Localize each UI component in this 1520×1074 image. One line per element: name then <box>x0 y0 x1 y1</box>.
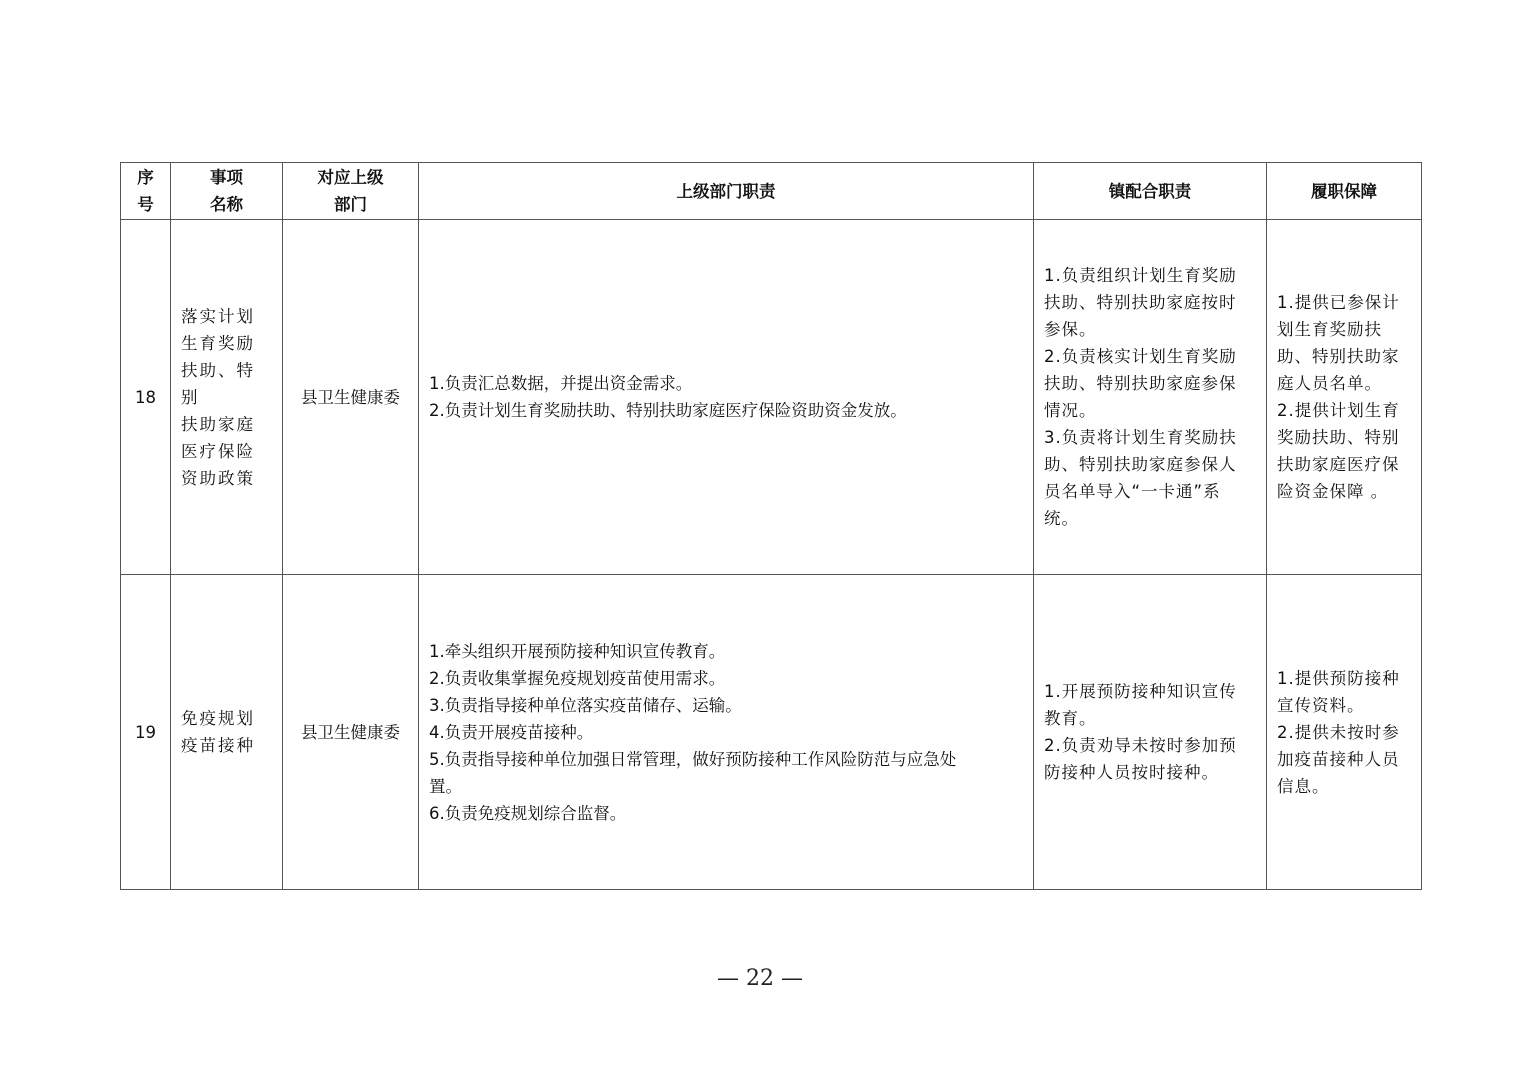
town-duty-line: 1.开展预防接种知识宣传 <box>1044 682 1237 701</box>
header-town-duty: 镇配合职责 <box>1034 163 1267 220</box>
header-dept-line: 对应上级 <box>317 168 384 187</box>
town-duty-line: 员名单导入“一卡通”系 <box>1044 482 1221 501</box>
header-item-name-line: 名称 <box>210 195 243 214</box>
row-town-duty <box>1034 220 1267 575</box>
upper-duty-item: 2.负责收集掌握免疫规划疫苗使用需求。 <box>429 668 726 688</box>
town-duty-line: 助、特别扶助家庭参保人 <box>1044 455 1237 474</box>
row-item-name <box>171 220 283 575</box>
header-guarantee: 履职保障 <box>1267 163 1422 220</box>
town-duty-line: 2.负责核实计划生育奖励 <box>1044 347 1237 366</box>
item-name-line: 疫苗接种 <box>181 736 255 755</box>
row-seq: 18 <box>121 220 171 575</box>
guarantee-line: 庭人员名单。 <box>1277 374 1382 393</box>
item-name-line: 资助政策 <box>181 468 255 488</box>
upper-duty-item: 1.负责汇总数据，并提出资金需求。 <box>429 374 693 393</box>
town-duty-line: 参保。 <box>1044 320 1097 339</box>
table-row <box>121 220 1422 575</box>
row-upper-duty <box>419 575 1034 890</box>
header-item-name-line: 事项 <box>210 168 243 187</box>
responsibility-table <box>120 162 1422 890</box>
guarantee-line: 奖励扶助、特别 <box>1277 428 1400 447</box>
upper-duty-item: 2.负责计划生育奖励扶助、特别扶助家庭医疗保险资助资金发放。 <box>429 401 907 420</box>
header-seq <box>121 163 171 220</box>
header-row <box>121 163 1422 220</box>
row-town-duty <box>1034 575 1267 890</box>
page-number: — 22 — <box>717 966 803 991</box>
guarantee-line: 扶助家庭医疗保 <box>1277 455 1400 474</box>
header-upper-duty: 上级部门职责 <box>419 163 1034 220</box>
guarantee-line: 1.提供预防接种 <box>1277 668 1400 688</box>
item-name-line: 免疫规划 <box>181 709 255 728</box>
item-name-line: 扶助家庭 <box>181 414 255 434</box>
row-dept: 县卫生健康委 <box>283 220 419 575</box>
guarantee-line: 助、特别扶助家 <box>1277 347 1400 366</box>
upper-duty-item: 5.负责指导接种单位加强日常管理，做好预防接种工作风险防范与应急处 <box>429 749 957 769</box>
row-upper-duty <box>419 220 1034 575</box>
header-item-name <box>171 163 283 220</box>
guarantee-line: 2.提供未按时参 <box>1277 722 1400 742</box>
upper-duty-item: 6.负责免疫规划综合监督。 <box>429 803 627 823</box>
row-guarantee <box>1267 575 1422 890</box>
header-dept <box>283 163 419 220</box>
upper-duty-item: 4.负责开展疫苗接种。 <box>429 722 594 742</box>
header-seq-line: 号 <box>137 195 154 214</box>
row-dept: 县卫生健康委 <box>283 575 419 890</box>
town-duty-line: 扶助、特别扶助家庭按时 <box>1044 293 1237 312</box>
row-guarantee <box>1267 220 1422 575</box>
table-row <box>121 575 1422 890</box>
guarantee-line: 划生育奖励扶 <box>1277 320 1382 339</box>
guarantee-line: 加疫苗接种人员 <box>1277 749 1400 769</box>
town-duty-line: 3.负责将计划生育奖励扶 <box>1044 428 1237 447</box>
town-duty-line: 1.负责组织计划生育奖励 <box>1044 266 1237 285</box>
upper-duty-item: 置。 <box>429 776 462 796</box>
item-name-line: 扶助、特别 <box>181 360 255 407</box>
guarantee-line: 2.提供计划生育 <box>1277 401 1400 420</box>
header-dept-line: 部门 <box>334 195 367 214</box>
row-item-name <box>171 575 283 890</box>
guarantee-line: 险资金保障 。 <box>1277 482 1389 501</box>
upper-duty-item: 1.牵头组织开展预防接种知识宣传教育。 <box>429 641 726 661</box>
guarantee-line: 1.提供已参保计 <box>1277 293 1400 312</box>
town-duty-line: 教育。 <box>1044 709 1097 728</box>
town-duty-line: 情况。 <box>1044 401 1097 420</box>
town-duty-line: 统。 <box>1044 509 1079 528</box>
town-duty-line: 扶助、特别扶助家庭参保 <box>1044 374 1237 393</box>
guarantee-line: 宣传资料。 <box>1277 695 1365 715</box>
upper-duty-item: 3.负责指导接种单位落实疫苗储存、运输。 <box>429 695 742 715</box>
header-seq-line: 序 <box>137 168 154 187</box>
town-duty-line: 2.负责劝导未按时参加预 <box>1044 736 1237 755</box>
item-name-line: 医疗保险 <box>181 441 255 461</box>
row-seq: 19 <box>121 575 171 890</box>
town-duty-line: 防接种人员按时接种。 <box>1044 763 1219 782</box>
item-name-line: 落实计划 <box>181 306 255 326</box>
item-name-line: 生育奖励 <box>181 333 255 353</box>
guarantee-line: 信息。 <box>1277 776 1330 796</box>
